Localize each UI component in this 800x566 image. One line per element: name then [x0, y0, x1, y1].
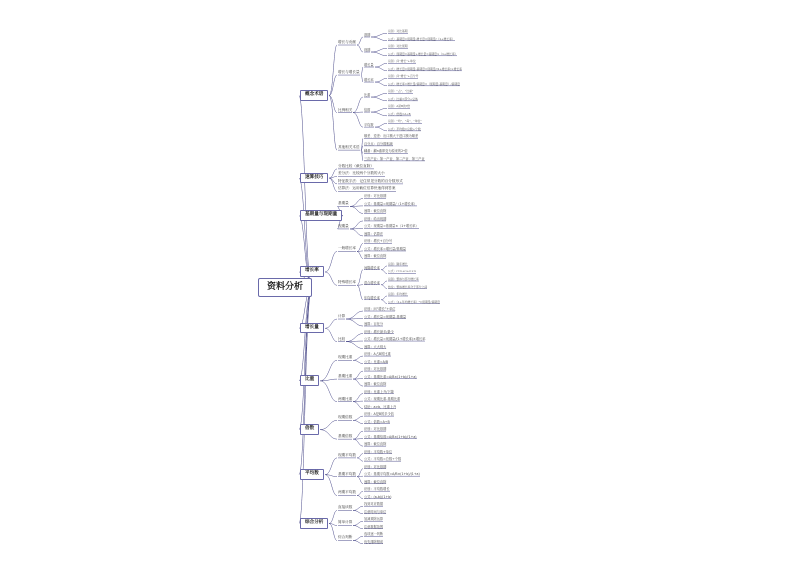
node-level-4[interactable]: 识别：整体与部分增长率	[388, 276, 419, 281]
node-level-3[interactable]: 三次产业：第一产业、第二产业、第三产业	[364, 156, 425, 161]
node-level-3[interactable]: 公式：现期比重-基期比重	[364, 397, 401, 402]
node-level-1[interactable]: 平均数	[300, 469, 324, 480]
node-level-4[interactable]: 识别：年均增长	[388, 292, 408, 296]
node-level-3[interactable]: 识别：对比基期	[364, 194, 387, 199]
node-level-4[interactable]: 识别：问“增长”+百分号	[388, 74, 419, 79]
node-level-4[interactable]: 识别：对比现期	[388, 44, 408, 49]
node-level-3[interactable]: 识别：比重上升/下降	[364, 389, 394, 394]
node-level-1[interactable]: 基期量与现期量	[300, 210, 342, 221]
node-level-2[interactable]: 简单计算	[338, 520, 353, 525]
node-level-3[interactable]: 公式：基期平均数=A/B×(1+b)/(1+a)	[364, 472, 420, 477]
node-level-2[interactable]: 现期比重	[338, 355, 353, 360]
node-level-3[interactable]: 速算：截位直除	[364, 382, 387, 387]
node-level-2[interactable]: 其他相关术语	[338, 145, 360, 150]
node-level-4[interactable]: 结论：整体增长率介于部分之间	[388, 284, 428, 289]
node-level-1[interactable]: 概念术语	[300, 90, 328, 101]
node-level-3[interactable]: 速算：截位直除	[364, 442, 387, 447]
node-level-4[interactable]: 公式：（1+年均增长率）ⁿ=现期量/基期量	[388, 299, 440, 304]
node-level-3[interactable]: 间隔增长率	[364, 265, 380, 270]
node-level-3[interactable]: 注意时间与单位	[364, 509, 387, 514]
node-level-4[interactable]: 公式：增长量=现期量-基期量=现期量/(1+增长率)×增长率	[388, 66, 463, 71]
node-level-4[interactable]: 公式：现期量=基期量+增长量=基期量×（1+增长率）	[388, 51, 458, 56]
node-level-4[interactable]: 识别：对比基期	[388, 29, 408, 34]
node-level-2[interactable]: 特征数字法：记住常见分数的百分数形式	[338, 178, 403, 183]
node-level-3[interactable]: 速算：截位直除	[364, 479, 387, 484]
node-level-1[interactable]: 综合分析	[300, 518, 328, 529]
node-level-2[interactable]: 两期平均数	[338, 490, 356, 495]
node-level-3[interactable]: 比重	[364, 93, 371, 98]
node-level-4[interactable]: 识别：问“增长”+单位	[388, 59, 416, 64]
node-level-3[interactable]: 加减乘除运算	[364, 517, 384, 522]
node-level-4[interactable]: 公式：增长率=增长量/基期量=（现期量-基期量）/基期量	[388, 81, 460, 86]
node-level-3[interactable]: 识别：给出现期	[364, 216, 387, 221]
node-level-2[interactable]: 比例相关	[338, 107, 353, 112]
root-node[interactable]: 资料分析	[258, 278, 312, 297]
node-level-3[interactable]: 年均增长率	[364, 295, 380, 300]
node-level-2[interactable]: 增长与增长量	[338, 70, 360, 75]
node-level-1[interactable]: 倍数	[300, 424, 319, 435]
node-level-4[interactable]: 识别：“占”、“比重”	[388, 89, 414, 94]
node-level-3[interactable]: 公式：增长量=现期量-基期量	[364, 314, 407, 319]
node-level-3[interactable]: 优先排除错误	[364, 539, 384, 544]
node-level-3[interactable]: 注意数据范围	[364, 524, 384, 529]
node-level-3[interactable]: 识别：增长最多/最少	[364, 329, 394, 334]
node-level-3[interactable]: 速算：截位直除	[364, 254, 387, 259]
node-level-3[interactable]: 公式：增长率=增长量/基期量	[364, 246, 406, 251]
node-level-2[interactable]: 基期比重	[338, 374, 353, 379]
node-level-2[interactable]: 直接读数	[338, 505, 353, 510]
node-level-3[interactable]: 识别：对比基期	[364, 427, 387, 432]
node-level-2[interactable]: 基期平均数	[338, 471, 356, 476]
node-level-3[interactable]: 倍数	[364, 108, 371, 113]
node-level-2[interactable]: 估算法：运用截位估算快速得到答案	[338, 186, 396, 191]
node-level-3[interactable]: 公式：基期比重=A/B×(1+b)/(1+a)	[364, 374, 417, 379]
node-level-2[interactable]: 现期平均数	[338, 452, 356, 457]
node-level-3[interactable]: 速算：估算法	[364, 231, 384, 236]
node-level-2[interactable]: 基期量	[338, 201, 349, 206]
node-level-3[interactable]: 识别：平均数增长	[364, 487, 390, 492]
node-level-2[interactable]: 差分法：比较两个分数的大小	[338, 171, 385, 176]
node-level-3[interactable]: 结论：a>b，比重上升	[364, 404, 397, 409]
node-level-3[interactable]: 公式：增长量=现期量/(1+增长率)×增长率	[364, 337, 426, 342]
node-level-3[interactable]: 识别：问“增长”+单位	[364, 307, 396, 312]
node-level-3[interactable]: 公式：基期量=现期量/（1+增长率）	[364, 201, 418, 206]
node-level-1[interactable]: 增长率	[300, 266, 324, 277]
node-level-4[interactable]: 公式：平均数=总数÷个数	[388, 126, 421, 131]
node-level-3[interactable]: 识别：增长+百分号	[364, 239, 393, 244]
node-level-4[interactable]: 识别：A是B的?倍	[388, 104, 411, 109]
node-level-2[interactable]: 分数比较（截位直除）	[338, 163, 374, 168]
node-level-2[interactable]: 特殊增长率	[338, 280, 356, 285]
node-level-3[interactable]: 公式：倍数=A÷B	[364, 419, 390, 424]
node-level-3[interactable]: 识别：A占B的比重	[364, 352, 391, 357]
node-level-3[interactable]: 公式：比重=A/B	[364, 359, 389, 364]
node-level-2[interactable]: 一般增长率	[338, 246, 356, 251]
node-level-3[interactable]: 识别：平均数+单位	[364, 449, 393, 454]
node-level-3[interactable]: 速算：大大则大	[364, 344, 387, 349]
node-level-2[interactable]: 增长与贡献	[338, 40, 356, 44]
node-level-3[interactable]: 公式：平均数=总数÷个数	[364, 457, 402, 462]
node-level-3[interactable]: 混合增长率	[364, 280, 380, 285]
node-level-2[interactable]: 计算	[338, 314, 346, 319]
node-level-3[interactable]: 百分点：百分数相减	[364, 141, 393, 146]
node-level-3[interactable]: 公式：现期量=基期量×（1+增长率）	[364, 224, 419, 229]
node-level-4[interactable]: 识别：隔年增长	[388, 261, 408, 266]
node-level-2[interactable]: 综合判断	[338, 535, 353, 540]
node-level-4[interactable]: 识别：“均”、“每”、“单位”	[388, 119, 422, 124]
node-level-2[interactable]: 比较	[338, 336, 346, 341]
node-level-3[interactable]: 平均数	[364, 123, 374, 128]
node-level-3[interactable]: 公式：基期倍数=A/B×(1+b)/(1+a)	[364, 434, 417, 439]
node-level-1[interactable]: 增长量	[300, 323, 324, 334]
node-level-4[interactable]: 公式：基期量=现期量-增长量=现期量/（1+增长率）	[388, 36, 455, 41]
node-level-3[interactable]: 识别：对比基期	[364, 464, 387, 469]
node-level-4[interactable]: 公式：比重=部分÷总体	[388, 96, 418, 101]
node-level-2[interactable]: 现期倍数	[338, 415, 353, 420]
node-level-2[interactable]: 现期量	[338, 223, 349, 228]
node-level-2[interactable]: 基期倍数	[338, 434, 353, 439]
node-level-3[interactable]: 翻番：翻n番即变为原来的2ⁿ倍	[364, 149, 408, 154]
node-level-3[interactable]: 速算：百化分	[364, 322, 384, 327]
node-level-3[interactable]: 增长量	[364, 63, 374, 68]
node-level-3[interactable]: 选项逐一判断	[364, 532, 384, 537]
node-level-3[interactable]: 顺差、逆差：出口额大于进口额为顺差	[364, 134, 419, 139]
node-level-4[interactable]: 公式：倍数=A÷B	[388, 111, 411, 116]
node-level-3[interactable]: 增长率	[364, 78, 374, 83]
node-level-2[interactable]: 两期比重	[338, 396, 353, 401]
node-level-3[interactable]: 识别：A是B的多少倍	[364, 412, 394, 417]
node-level-1[interactable]: 速算技巧	[300, 173, 328, 184]
node-level-4[interactable]: 公式：r=r₁+r₂+r₁×r₂	[388, 269, 416, 274]
node-level-3[interactable]: 现期	[364, 48, 371, 53]
node-level-3[interactable]: 基期	[364, 33, 371, 37]
node-level-3[interactable]: 公式：(a-b)/(1+b)	[364, 494, 392, 499]
node-level-1[interactable]: 比重	[300, 375, 319, 386]
node-level-3[interactable]: 找到对应数据	[364, 502, 384, 507]
node-level-3[interactable]: 识别：对比基期	[364, 367, 387, 372]
node-level-3[interactable]: 速算：截位直除	[364, 209, 387, 214]
